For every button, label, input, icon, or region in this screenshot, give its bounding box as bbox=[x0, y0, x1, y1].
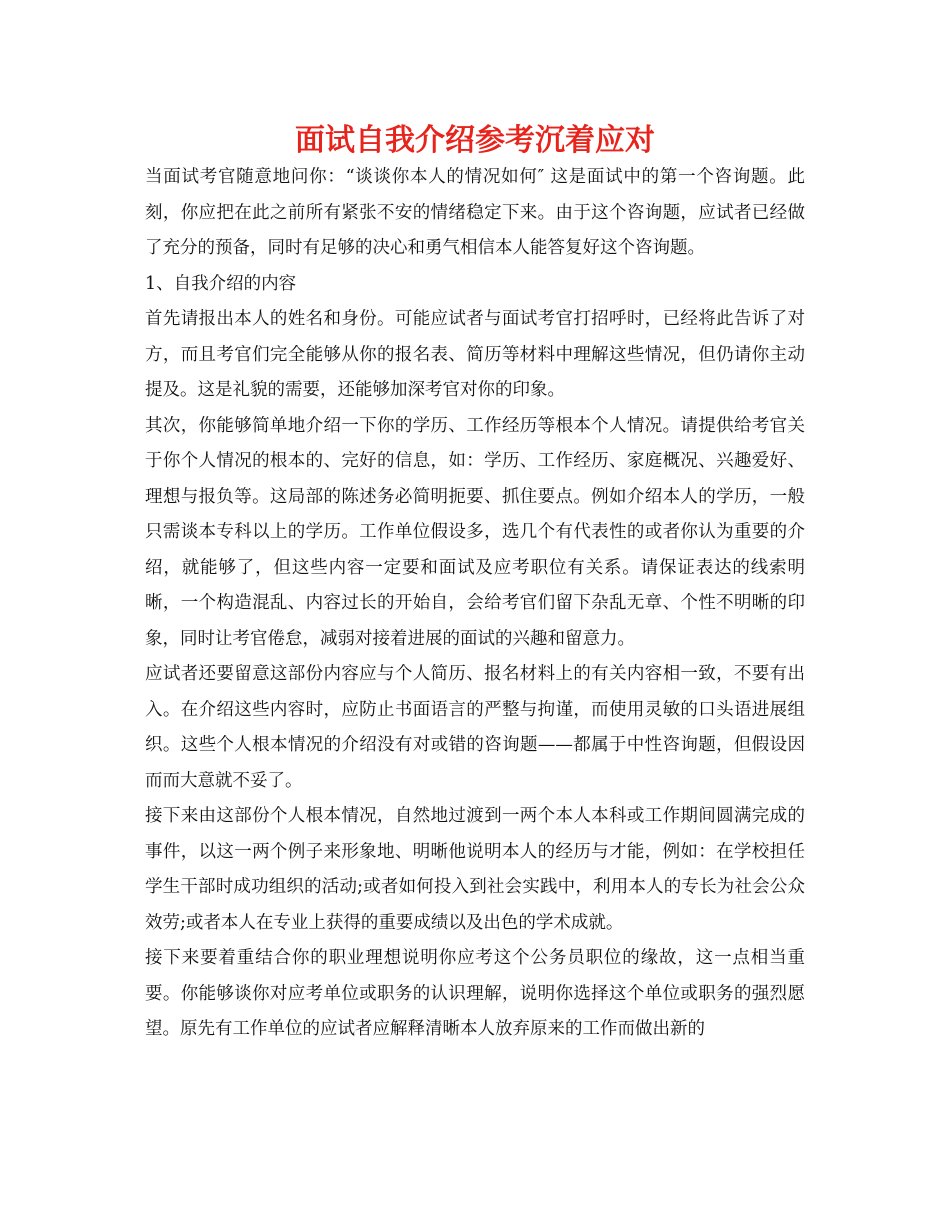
paragraph: 接下来由这部份个人根本情况，自然地过渡到一两个本人本科或工作期间圆满完成的事件，以这一两个例子来形象地、明晰他说明本人的经历与才能，例如：在学校担任学生干部时成功组织的活动;或者如何投入到社会实践中，利用本人的专长为社会公众效劳;或者本人在专业上获得的重要成绩以及出色的学术成就。 bbox=[145, 806, 805, 933]
paragraph: 其次，你能够简单地介绍一下你的学历、工作经历等根本个人情况。请提供给考官关于你个人情况的根本的、完好的信息，如：学历、工作经历、家庭概况、兴趣爱好、理想与报负等。这局部的陈述务必简明扼要、抓住要点。例如介绍本人的学历，一般只需谈本专科以上的学历。工作单位假设多，选几个有代表性的或者你认为重要的介绍，就能够了，但这些内容一定要和面试及应考职位有关系。请保证表达的线索明晰，一个构造混乱、内容过长的开始自，会给考官们留下杂乱无章、个性不明晰的印象，同时让考官倦怠，减弱对接着进展的面试的兴趣和留意力。 bbox=[145, 415, 805, 649]
paragraph-intro: 当面试考官随意地问你：“谈谈你本人的情况如何″ 这是面试中的第一个咨询题。此刻，你应把在此之前所有紧张不安的情绪稳定下来。由于这个咨询题，应试者已经做了充分的预备，同时有足够的决心和勇气相信本人能答复好这个咨询题。 bbox=[145, 167, 805, 258]
paragraph: 首先请报出本人的姓名和身份。可能应试者与面试考官打招呼时，已经将此告诉了对方，而且考官们完全能够从你的报名表、简历等材料中理解这些情况，但仍请你主动提及。这是礼貌的需要，还能够加深考官对你的印象。 bbox=[145, 309, 805, 400]
section-heading: 1、自我介绍的内容 bbox=[145, 273, 297, 294]
document-title: 面试自我介绍参考沉着应对 bbox=[295, 123, 655, 158]
paragraph: 接下来要着重结合你的职业理想说明你应考这个公务员职位的缘故，这一点相当重要。你能够谈你对应考单位或职务的认识理解，说明你选择这个单位或职务的强烈愿望。原先有工作单位的应试者应解释清晰本人放弃原来的工作而做出新的 bbox=[145, 948, 805, 1039]
document-body bbox=[145, 160, 805, 1048]
paragraph: 应试者还要留意这部份内容应与个人简历、报名材料上的有关内容相一致，不要有出入。在介绍这些内容时，应防止书面语言的严整与拘谨，而使用灵敏的口头语进展组织。这些个人根本情况的介绍没有对或错的咨询题——都属于中性咨询题，但假设因而而大意就不妥了。 bbox=[145, 664, 805, 791]
